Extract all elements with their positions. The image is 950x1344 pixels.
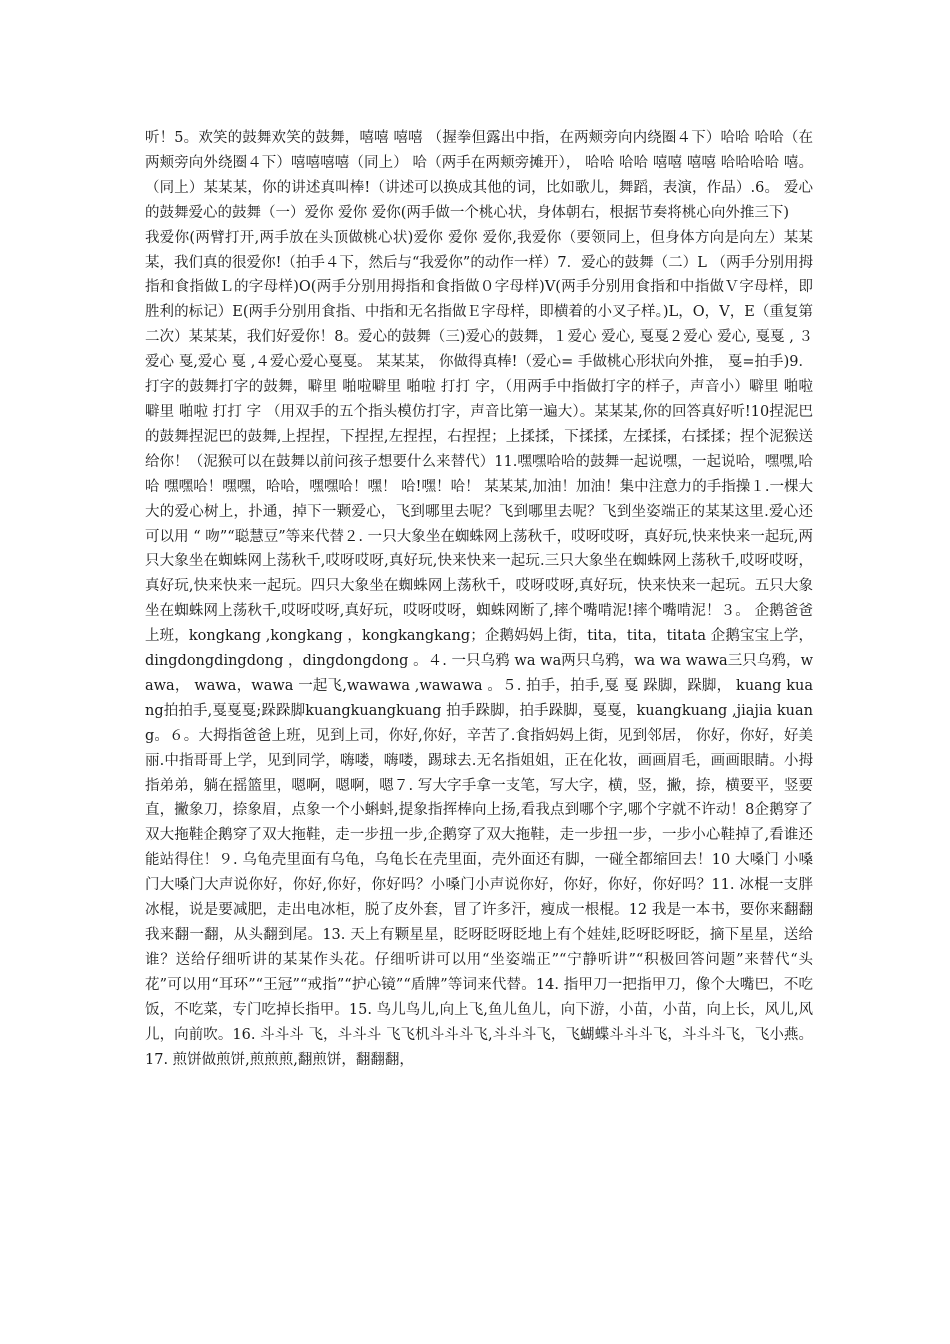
- paragraph: 听！5。欢笑的鼓舞欢笑的鼓舞，嘻嘻 嘻嘻 （握拳但露出中指，在两颊旁向内绕圈４下）哈哈 哈哈（在两颊旁向外绕圈４下）嘻嘻嘻嘻（同上） 哈（两手在两颊旁摊开）， 哈哈 哈哈 嘻嘻 嘻嘻 哈哈哈哈 嘻。（同上）某某某，你的讲述真叫棒!（讲述可以换成其他的词，比如歌儿，舞蹈，表演，作品）.6。 爱心的鼓舞爱心的鼓舞（一）爱你 爱你 爱你(两手做一个桃心状，身体朝右，根据节奏将桃心向外推三下): [145, 130, 813, 221]
- paragraph: 我爱你(两臂打开,两手放在头顶做桃心状)爱你 爱你 爱你,我爱你（要领同上，但身体方向是向左）某某某，我们真的很爱你!（拍手４下，然后与“我爱你”的动作一样）7．爱心的鼓舞（二）L （两手分别用拇指和食指做Ｌ的字母样)O(两手分别用拇指和食指做０字母样)V(两手分别用食指和中指做Ｖ字母样，即胜利的标记）E(两手分别用食指、中指和无名指做Ｅ字母样，即横着的小叉子样。)L，O，V，E（重复第二次）某某某，我们好爱你！8。爱心的鼓舞（三)爱心的鼓舞，１爱心 爱心, 戛戛２爱心 爱心, 戛戛 , ３爱心 戛,爱心 戛 ,４爱心爱心戛戛。 某某某， 你做得真棒!（爱心= 手做桃心形状向外推， 戛=拍手)9．打字的鼓舞打字的鼓舞，噼里 啪啦噼里 啪啦 打打 字，（用两手中指做打字的样子，声音小）噼里 啪啦噼里 啪啦 打打 字 （用双手的五个指头模仿打字，声音比第一遍大）。某某某,你的回答真好听!10捏泥巴的鼓舞捏泥巴的鼓舞,上捏捏，下捏捏,左捏捏，右捏捏；上揉揉，下揉揉，左揉揉，右揉揉；捏个泥猴送给你！（泥猴可以在鼓舞以前问孩子想要什么来替代）11.嘿嘿哈哈的鼓舞一起说嘿，一起说哈，嘿嘿,哈哈 嘿嘿哈！嘿嘿，哈哈，嘿嘿哈！嘿！ 哈!嘿！哈！ 某某某,加油！加油！集中注意力的手指操１.一棵大大的爱心树上，扑通，掉下一颗爱心，飞到哪里去呢？飞到哪里去呢？飞到坐姿端正的某某这里.爱心还可以用 “ 吻”“聪慧豆”等来代替２. 一只大象坐在蜘蛛网上荡秋千，哎呀哎呀，真好玩,快来快来一起玩,两只大象坐在蜘蛛网上荡秋千,哎呀哎呀,真好玩,快来快来一起玩.三只大象坐在蜘蛛网上荡秋千,哎呀哎呀，真好玩,快来快来一起玩。四只大象坐在蜘蛛网上荡秋千，哎呀哎呀,真好玩，快来快来一起玩。五只大象坐在蜘蛛网上荡秋千,哎呀哎呀,真好玩，哎呀哎呀，蜘蛛网断了,摔个嘴啃泥!摔个嘴啃泥！３。 企鹅爸爸上班，kongkang ,kongkang ，kongkangkang；企鹅妈妈上街，tita，tita，titata 企鹅宝宝上学，dingdongdingdong ，dingdongdong 。４. 一只乌鸦 wa wa两只乌鸦，wa wa wawa三只乌鸦，wawa， wawa，wawa 一起飞,wawawa ,wawawa 。５. 拍手，拍手,戛 戛 跺脚，跺脚， kuang kuang拍拍手,戛戛戛;跺跺脚kuangkuangkuang 拍手跺脚，拍手跺脚，戛戛，kuangkuang ,jiajia kuang。６。大拇指爸爸上班，见到上司，你好,你好，辛苦了.食指妈妈上街，见到邻居， 你好，你好，好美丽.中指哥哥上学，见到同学，嗨喽，嗨喽，踢球去.无名指姐姐，正在化妆，画画眉毛，画画眼睛。小拇指弟弟，躺在摇篮里，嗯啊，嗯啊，嗯７. 写大字手拿一支笔，写大字，横，竖，撇，捺，横要平，竖要直，撇象刀，捺象眉，点象一个小蝌蚪,提象指挥棒向上扬,看我点到哪个字,哪个字就不许动！8企鹅穿了双大拖鞋企鹅穿了双大拖鞋，走一步扭一步,企鹅穿了双大拖鞋，走一步扭一步，一步小心鞋掉了,看谁还能站得住！９. 乌龟壳里面有乌龟，乌龟长在壳里面，壳外面还有脚，一碰全都缩回去！10 大嗓门 小嗓门大嗓门大声说你好，你好,你好，你好吗？小嗓门小声说你好，你好，你好，你好吗？11. 冰棍一支胖冰棍，说是要减肥，走出电冰柜，脱了皮外套，冒了许多汗，瘦成一根棍。12 我是一本书，要你来翻翻 我来翻一翻，从头翻到尾。13. 天上有颗星星，眨呀眨呀眨地上有个娃娃,眨呀眨呀眨，摘下星星，送给谁？送给仔细听讲的某某作头花。仔细听讲可以用“坐姿端正”“宁静听讲”“积极回答问题”来替代“头花”可以用“耳环”“王冠”“戒指”“护心镜”“盾牌”等词来代替。14. 指甲刀一把指甲刀，像个大嘴巴，不吃饭，不吃菜，专门吃掉长指甲。15. 鸟儿鸟儿,向上飞,鱼儿鱼儿，向下游，小苗，小苗，向上长，风儿,风儿，向前吹。16. 斗斗斗 飞，斗斗斗 飞飞机斗斗斗飞,斗斗斗飞，飞蝴蝶斗斗斗飞，斗斗斗飞，飞小燕。17. 煎饼做煎饼,煎煎煎,翻煎饼，翻翻翻，: [145, 229, 813, 1068]
- body-text: [145, 126, 813, 1072]
